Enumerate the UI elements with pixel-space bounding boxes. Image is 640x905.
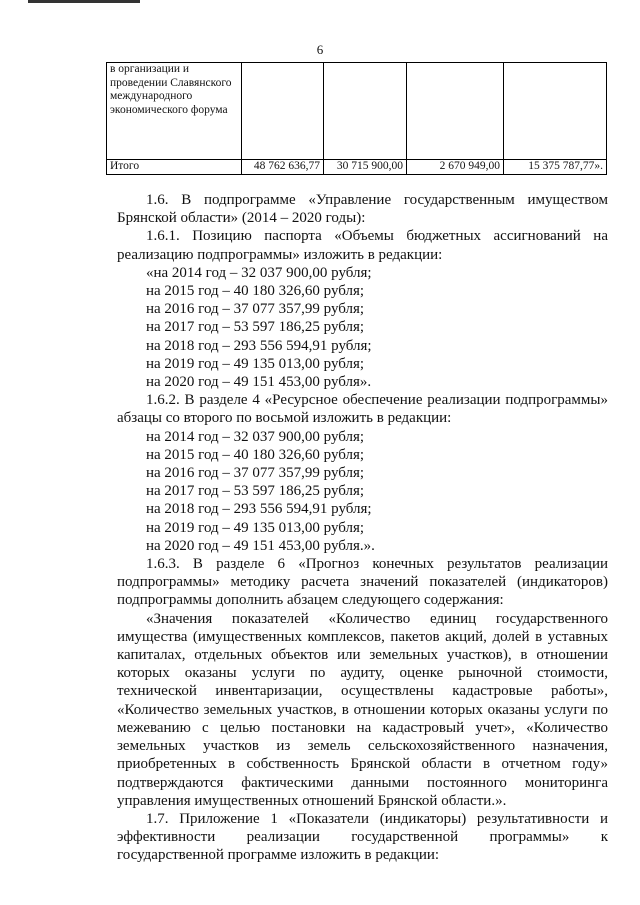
table-cell: 2 670 949,00 [407,160,504,175]
amount-list-2 [117,428,608,555]
table-cell [242,63,324,160]
list-item: на 2020 год – 49 151 453,00 рубля». [146,374,372,391]
top-rule [28,0,140,3]
list-item: на 2015 год – 40 180 326,60 рубля; [146,283,365,300]
table-cell-label: в организации и проведении Славянского международного экономического форума [107,63,242,160]
list-item: на 2019 год – 49 135 013,00 рубля; [146,519,365,536]
amount-list-1 [117,264,608,391]
list-item: на 2015 год – 40 180 326,60 рубля; [146,446,365,463]
list-item: на 2017 год – 53 597 186,25 рубля; [146,483,365,500]
table-cell: 30 715 900,00 [324,160,407,175]
list-item: на 2018 год – 293 556 594,91 рубля; [146,337,372,354]
list-item: на 2016 год – 37 077 357,99 рубля; [146,465,365,482]
list-item: на 2016 год – 37 077 357,99 рубля; [146,301,365,318]
list-item: на 2020 год – 49 151 453,00 рубля.». [146,537,375,554]
table-cell-label: Итого [107,160,242,175]
paragraph-1-7: 1.7. Приложение 1 «Показатели (индикаторы) результативности и эффективности реализации государственной программы» к государственной программе изложить в редакции: [117,810,608,864]
budget-table [106,62,607,175]
table-cell [324,63,407,160]
paragraph-1-6-3: 1.6.3. В разделе 6 «Прогноз конечных результатов реализации подпрограммы» методику расчета значений показателей (индикаторов) подпрограммы дополнить абзацем следующего содержания: [117,556,608,609]
table-cell: 48 762 636,77 [242,160,324,175]
paragraph-quote: «Значения показателей «Количество единиц государственного имущества (имущественных комплексов, пакетов акций, долей в уставных капиталах, отдельных объектов или земельных участков), в отношении которых оказаны услуги по аудиту, оценке рыночной стоимости, технической инвентаризации, осуществлены кадастровые работы», «Количество земельных участков, в отношении которых оказаны услуги по межеванию с целью постановки на кадастровый учет», «Количество земельных участков из земель сельскохозяйственного назначения, приобретенных в собственность Брянской области в отчетном году» подтверждаются фактическими данными постоянного мониторинга управления имущественных отношений Брянской области.». [117,610,608,809]
table-row-total [107,160,607,175]
paragraph-1-6-2: 1.6.2. В разделе 4 «Ресурсное обеспечение реализации подпрограммы» абзацы со второго по восьмой изложить в редакции: [117,392,608,427]
table-cell [504,63,607,160]
table-row [107,63,607,160]
document-body [117,191,608,865]
paragraph-1-6: 1.6. В подпрограмме «Управление государственным имуществом Брянской области» (2014 – 2020 годы): [117,192,608,227]
table-cell: 15 375 787,77». [504,160,607,175]
list-item: на 2018 год – 293 556 594,91 рубля; [146,501,372,518]
list-item: на 2017 год – 53 597 186,25 рубля; [146,319,365,336]
paragraph-1-6-1: 1.6.1. Позицию паспорта «Объемы бюджетных ассигнований на реализацию подпрограммы» изложить в редакции: [117,228,608,263]
list-item: «на 2014 год – 32 037 900,00 рубля; [146,264,372,281]
list-item: на 2014 год – 32 037 900,00 рубля; [146,428,365,445]
list-item: на 2019 год – 49 135 013,00 рубля; [146,355,365,372]
page-number: 6 [316,42,324,57]
table-cell [407,63,504,160]
